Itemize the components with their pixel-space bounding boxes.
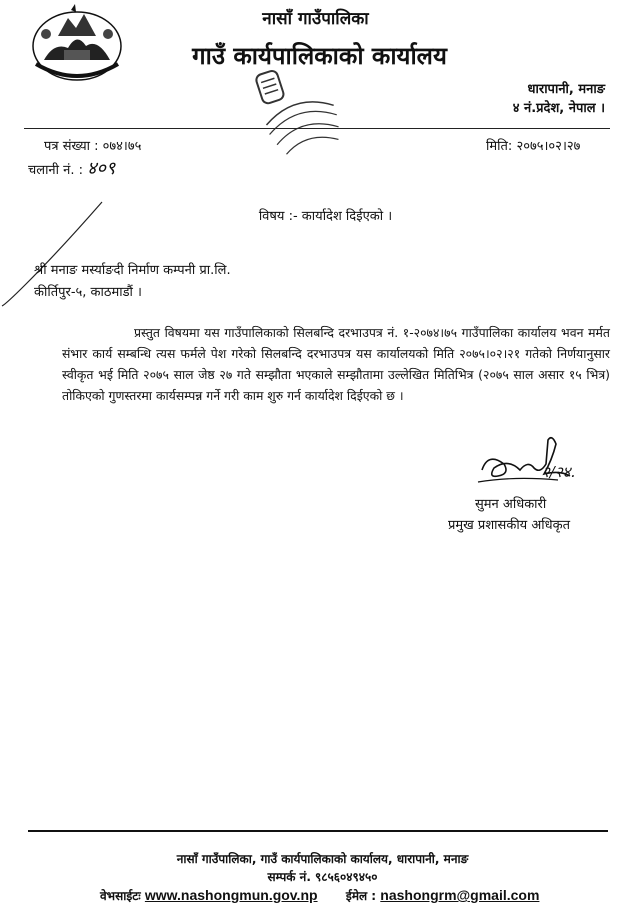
signature-date: २/२४. bbox=[542, 463, 576, 481]
recipient-name: श्री मनाङ मर्स्याङदी निर्माण कम्पनी प्रा.लि. bbox=[34, 263, 231, 278]
org-name: नासाँ गाउँपालिका bbox=[262, 9, 369, 29]
letter-date bbox=[486, 136, 580, 154]
letter-body: प्रस्तुत विषयमा यस गाउँपालिकाको सिलबन्दि दरभाउपत्र नं. १-२०७४।७५ गाउँपालिका कार्यालय भवन मर्मत संभार कार्य सम्बन्धि त्यस फर्मले पेश गरेको सिलबन्दि दरभाउपत्र यस कार्यालयको मिति २०७५।०२।२१ गतेको निर्णयानुसार स्वीकृत भई मिति २०७५ साल जेष्ठ २७ गते सम्झौता भएकाले सम्झौतामा उल्लेखित मितिभित्र (२०७५ साल असार १५ भित्र) तोकिएको गुणस्तरमा कार्यसम्पन्न गर्ने गरी काम शुरु गर्न कार्यादेश दिईएको छ । bbox=[62, 325, 610, 403]
email-label: ईमेल : bbox=[345, 889, 377, 903]
footer-contact: सम्पर्क नं. ९८५६०४९४५० bbox=[267, 870, 378, 884]
handwritten-signature bbox=[474, 430, 604, 498]
date-label: मिति: bbox=[486, 139, 513, 154]
email-link[interactable]: nashongrm@gmail.com bbox=[380, 887, 540, 903]
website-link[interactable]: www.nashongmun.gov.np bbox=[144, 887, 318, 903]
office-name: गाउँ कार्यपालिकाको कार्यालय bbox=[192, 42, 447, 70]
dispatch-number-label: चलानी नं. : bbox=[28, 163, 84, 178]
footer-divider bbox=[28, 830, 608, 832]
letter-number-label: पत्र संख्या : bbox=[44, 139, 99, 154]
subject-line: विषय :- कार्यादेश दिईएको । bbox=[258, 209, 393, 224]
address-line2: ४ नं.प्रदेश, नेपाल । bbox=[512, 101, 605, 116]
signatory-title: प्रमुख प्रशासकीय अधिकृत bbox=[448, 518, 571, 533]
date-value: २०७५।०२।२७ bbox=[516, 139, 581, 154]
recipient-address: कीर्तिपुर-५, काठमाडौं । bbox=[34, 285, 142, 300]
letter-number bbox=[44, 136, 141, 154]
footer-address: नासाँ गाउँपालिका, गाउँ कार्यपालिकाको कार्यालय, धारापानी, मनाङ bbox=[176, 852, 469, 866]
dispatch-number-value: ४०९ bbox=[87, 158, 116, 179]
footer-web-email bbox=[100, 887, 539, 904]
header-divider bbox=[24, 128, 610, 129]
signatory-name: सुमन अधिकारी bbox=[475, 497, 547, 512]
office-stamp bbox=[262, 58, 340, 156]
website-label: वेभसाईटः bbox=[100, 889, 141, 903]
letter-number-value: ०७४।७५ bbox=[102, 139, 142, 154]
address-line1: धारापानी, मनाङ bbox=[527, 82, 605, 97]
dispatch-number bbox=[28, 156, 115, 180]
